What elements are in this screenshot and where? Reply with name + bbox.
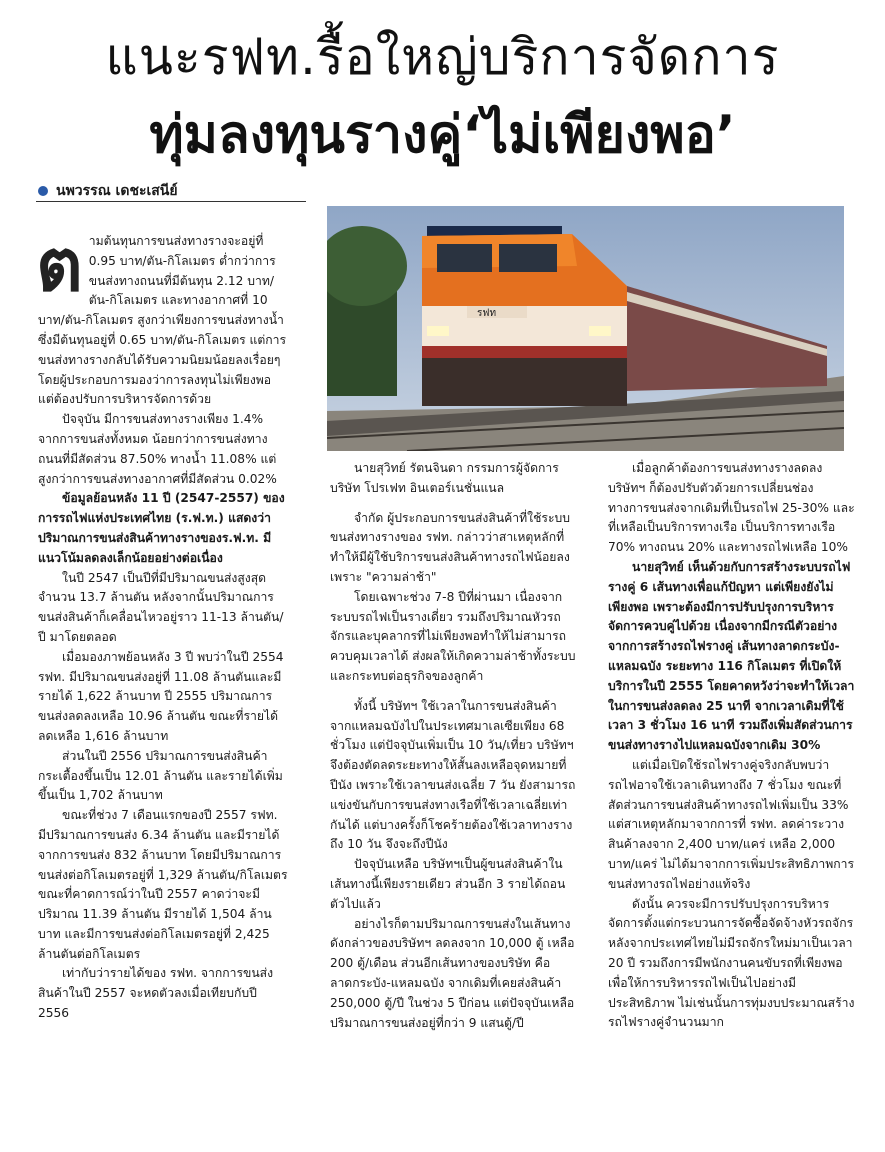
column-1 — [36, 223, 288, 1024]
train-photo — [327, 206, 844, 451]
byline — [38, 180, 178, 202]
column-2 — [330, 459, 578, 1033]
paragraph: แต่เมื่อเปิดใช้รถไฟรางคู่จริงกลับพบว่ารถไฟอาจใช้เวลาเดินทางถึง 7 ชั่วโมง ขณะที่สัดส่วนการขนส่งสินค้าทางรถไฟเพิ่มเป็น 33% แต่สาเหตุหลักมาจากการที่ รฟท. ลดค่าระวางสินค้าลงจาก 2,400 บาท/แคร่ เหลือ 2,000 บาท/แคร่ ไม่ได้มาจากการเพิ่มประสิทธิภาพการขนส่งทางรถไฟอย่างแท้จริง — [608, 757, 855, 891]
paragraph: ปัจจุบัน มีการขนส่งทางรางเพียง 1.4% จากการขนส่งทั้งหมด น้อยกว่าการขนส่งทางถนนที่มีสัดส่วน 87.50% ทางน้ำ 11.08% แต่สูงกว่าการขนส่งทางอากาศที่มีสัดส่วน 0.02% — [38, 412, 277, 486]
byline-divider — [36, 201, 306, 202]
drop-cap: ต — [36, 223, 83, 307]
paragraph: อย่างไรก็ตามปริมาณการขนส่งในเส้นทางดังกล่าวของบริษัทฯ ลดลงจาก 10,000 ตู้ เหลือ 200 ตู้/เดือน ส่วนอีกเส้นทางของบริษัท คือ ลาดกระบัง-แหลมฉบัง จากเดิมที่เคยส่งสินค้า 250,000 ตู้/ปี ในช่วง 5 ปีก่อน แต่ปัจจุบันเหลือปริมาณการขนส่งอยู่ที่กว่า 9 แสนตู้/ปี — [330, 916, 575, 1030]
paragraph: ในปี 2547 เป็นปีที่มีปริมาณขนส่งสูงสุด จำนวน 13.7 ล้านตัน หลังจากนั้นปริมาณการขนส่งสินค้าก็เคลื่อนไหวอยู่ราว 11-13 ล้านตัน/ปี มาโดยตลอด — [38, 570, 284, 644]
paragraph: ทั้งนี้ บริษัทฯ ใช้เวลาในการขนส่งสินค้าจากแหลมฉบังไปในประเทศมาเลเซียเพียง 68 ชั่วโมง แต่ปัจจุบันเพิ่มเป็น 10 วัน/เที่ยว บริษัทฯ จึงต้องตัดลดระยะทางให้สั้นลงเหลือจุดหมายที่ปีนัง เพราะใช้เวลาขนส่งเฉลี่ย 7 วัน ยังสามารถแข่งขันกับการขนส่งทางเรือที่ใช้เวลาเฉลี่ยเท่ากันได้ แต่บางครั้งก็โชคร้ายต้องใช้เวลาทางรางถึง 10 วัน จึงจะถึงปีนัง — [330, 698, 576, 852]
paragraph: ขณะที่ช่วง 7 เดือนแรกของปี 2557 รฟท. มีปริมาณการขนส่ง 6.34 ล้านตัน และมีรายได้จากการขนส่ง 832 ล้านบาท โดยมีปริมาณการขนส่งต่อกิโลเมตรอยู่ที่ 1,329 ล้านตัน/กิโลเมตร ขณะที่คาดการณ์ว่าในปี 2557 คาดว่าจะมีปริมาณ 11.39 ล้านตัน มีรายได้ 1,504 ล้านบาท และมีการขนส่งต่อกิโลเมตรอยู่ที่ 2,425 ล้านตันต่อกิโลเมตร — [38, 808, 288, 961]
bullet-icon — [38, 186, 48, 196]
byline-author: นพวรรณ เดชะเสนีย์ — [56, 183, 178, 199]
paragraph: โดยเฉพาะช่วง 7-8 ปีที่ผ่านมา เนื่องจากระบบรถไฟเป็นรางเดี่ยว รวมถึงปริมาณหัวรถจักรและบุคลากรที่ไม่เพียงพอทำให้ไม่สามารถควบคุมเวลาได้ ส่งผลให้เกิดความล่าช้าทั้งระบบและกระทบต่อธุรกิจของลูกค้า — [330, 589, 576, 683]
paragraph: ามต้นทุนการขนส่งทางรางจะอยู่ที่ 0.95 บาท/ตัน-กิโลเมตร ต่ำกว่าการขนส่งทางถนนที่มีต้นทุน 2.12 บาท/ตัน-กิโลเมตร และทางอากาศที่ 10 บาท/ตัน-กิโลเมตร สูงกว่าเพียงการขนส่งทางน้ำซึ่งมีต้นทุนอยู่ที่ 0.65 บาท/ตัน-กิโลเมตร แต่การขนส่งทางรางกลับได้รับความนิยมน้อยลงเรื่อยๆ โดยผู้ประกอบการมองว่าการลงทุนไม่เพียงพอ แต่ต้องปรับการบริหารจัดการด้วย — [38, 234, 287, 407]
locomotive-label: รฟท — [477, 308, 497, 319]
paragraph: ส่วนในปี 2556 ปริมาณการขนส่งสินค้ากระเตื้องขึ้นเป็น 12.01 ล้านตัน และรายได้เพิ่มขึ้นเป็น 1,702 ล้านบาท — [38, 748, 283, 803]
headline-line-1: แนะรฟท.รื้อใหญ่บริการจัดการ — [105, 28, 780, 86]
paragraph: เมื่อลูกค้าต้องการขนส่งทางรางลดลง บริษัทฯ ก็ต้องปรับตัวด้วยการเปลี่ยนช่องทางการขนส่งจากเดิมที่เป็นรถไฟ 25-30% และที่เหลือเป็นบริการทางเรือ เป็นบริการทางเรือ 70% ทางถนน 20% และทางรถไฟเหลือ 10% — [608, 461, 855, 555]
paragraph: เมื่อมองภาพย้อนหลัง 3 ปี พบว่าในปี 2554 รฟท. มีปริมาณขนส่งอยู่ที่ 11.08 ล้านตันและมีรายได้ 1,622 ล้านบาท ปี 2555 ปริมาณการขนส่งลดลงเหลือ 10.96 ล้านตัน ขณะที่รายได้ลดเหลือ 1,616 ล้านบาท — [38, 649, 284, 743]
paragraph: จำกัด ผู้ประกอบการขนส่งสินค้าที่ใช้ระบบขนส่งทางรางของ รฟท. กล่าวว่าสาเหตุหลักที่ทำให้มีผู้ใช้บริการขนส่งสินค้าทางรถไฟน้อยลงเพราะ "ความล่าช้า" — [330, 510, 570, 584]
paragraph: เท่ากับว่ารายได้ของ รฟท. จากการขนส่งสินค้าในปี 2557 จะหดตัวลงเมื่อเทียบกับปี 2556 — [38, 966, 274, 1021]
paragraph: ปัจจุบันเหลือ บริษัทฯเป็นผู้ขนส่งสินค้าในเส้นทางนี้เพียงรายเดียว ส่วนอีก 3 รายได้ถอนตัวไปแล้ว — [330, 857, 566, 911]
paragraph: นายสุวิทย์ รัตนจินดา กรรมการผู้จัดการ บริษัท โปรเฟท อินเตอร์เนชั่นแนล — [330, 461, 559, 495]
paragraph: นายสุวิทย์ เห็นด้วยกับการสร้างระบบรถไฟรางคู่ 6 เส้นทางเพื่อแก้ปัญหา แต่เพียงยังไม่เพียงพอ เพราะต้องมีการปรับปรุงการบริหารจัดการควบคู่ไปด้วย เนื่องจากมีกรณีตัวอย่างจากการสร้างรถไฟรางคู่ เส้นทางลาดกระบัง-แหลมฉบัง ระยะทาง 116 กิโลเมตร ที่เปิดให้บริการในปี 2555 โดยคาดหวังว่าจะทำให้เวลาในการขนส่งลดลง 25 นาที จากเวลาเดิมที่ใช้เวลา 3 ชั่วโมง 16 นาที รวมถึงเพิ่มสัดส่วนการขนส่งทางรางไปแหลมฉบังจากเดิม 30% — [608, 559, 855, 753]
paragraph: ดังนั้น ควรจะมีการปรับปรุงการบริหารจัดการตั้งแต่กระบวนการจัดซื้อจัดจ้างหัวรถจักรหลังจากประเทศไทยไม่มีรถจักรใหม่มาเป็นเวลา 20 ปี รวมถึงการมีพนักงานคนขับรถที่เพียงพอเพื่อให้การบริหารรถไฟเป็นไปอย่างมีประสิทธิภาพ ไม่เช่นนั้นการทุ่มงบประมาณสร้างรถไฟรางคู่จำนวนมาก — [608, 896, 855, 1030]
paragraph: ข้อมูลย้อนหลัง 11 ปี (2547-2557) ของการรถไฟแห่งประเทศไทย (ร.ฟ.ท.) แสดงว่า ปริมาณการขนส่งสินค้าทางรางของร.ฟ.ท. มีแนวโน้มลดลงเล็กน้อยอย่างต่อเนื่อง — [38, 491, 285, 565]
column-3 — [608, 459, 855, 1033]
headline-line-2: ทุ่มลงทุนรางคู่‘ไม่เพียงพอ’ — [149, 105, 736, 165]
